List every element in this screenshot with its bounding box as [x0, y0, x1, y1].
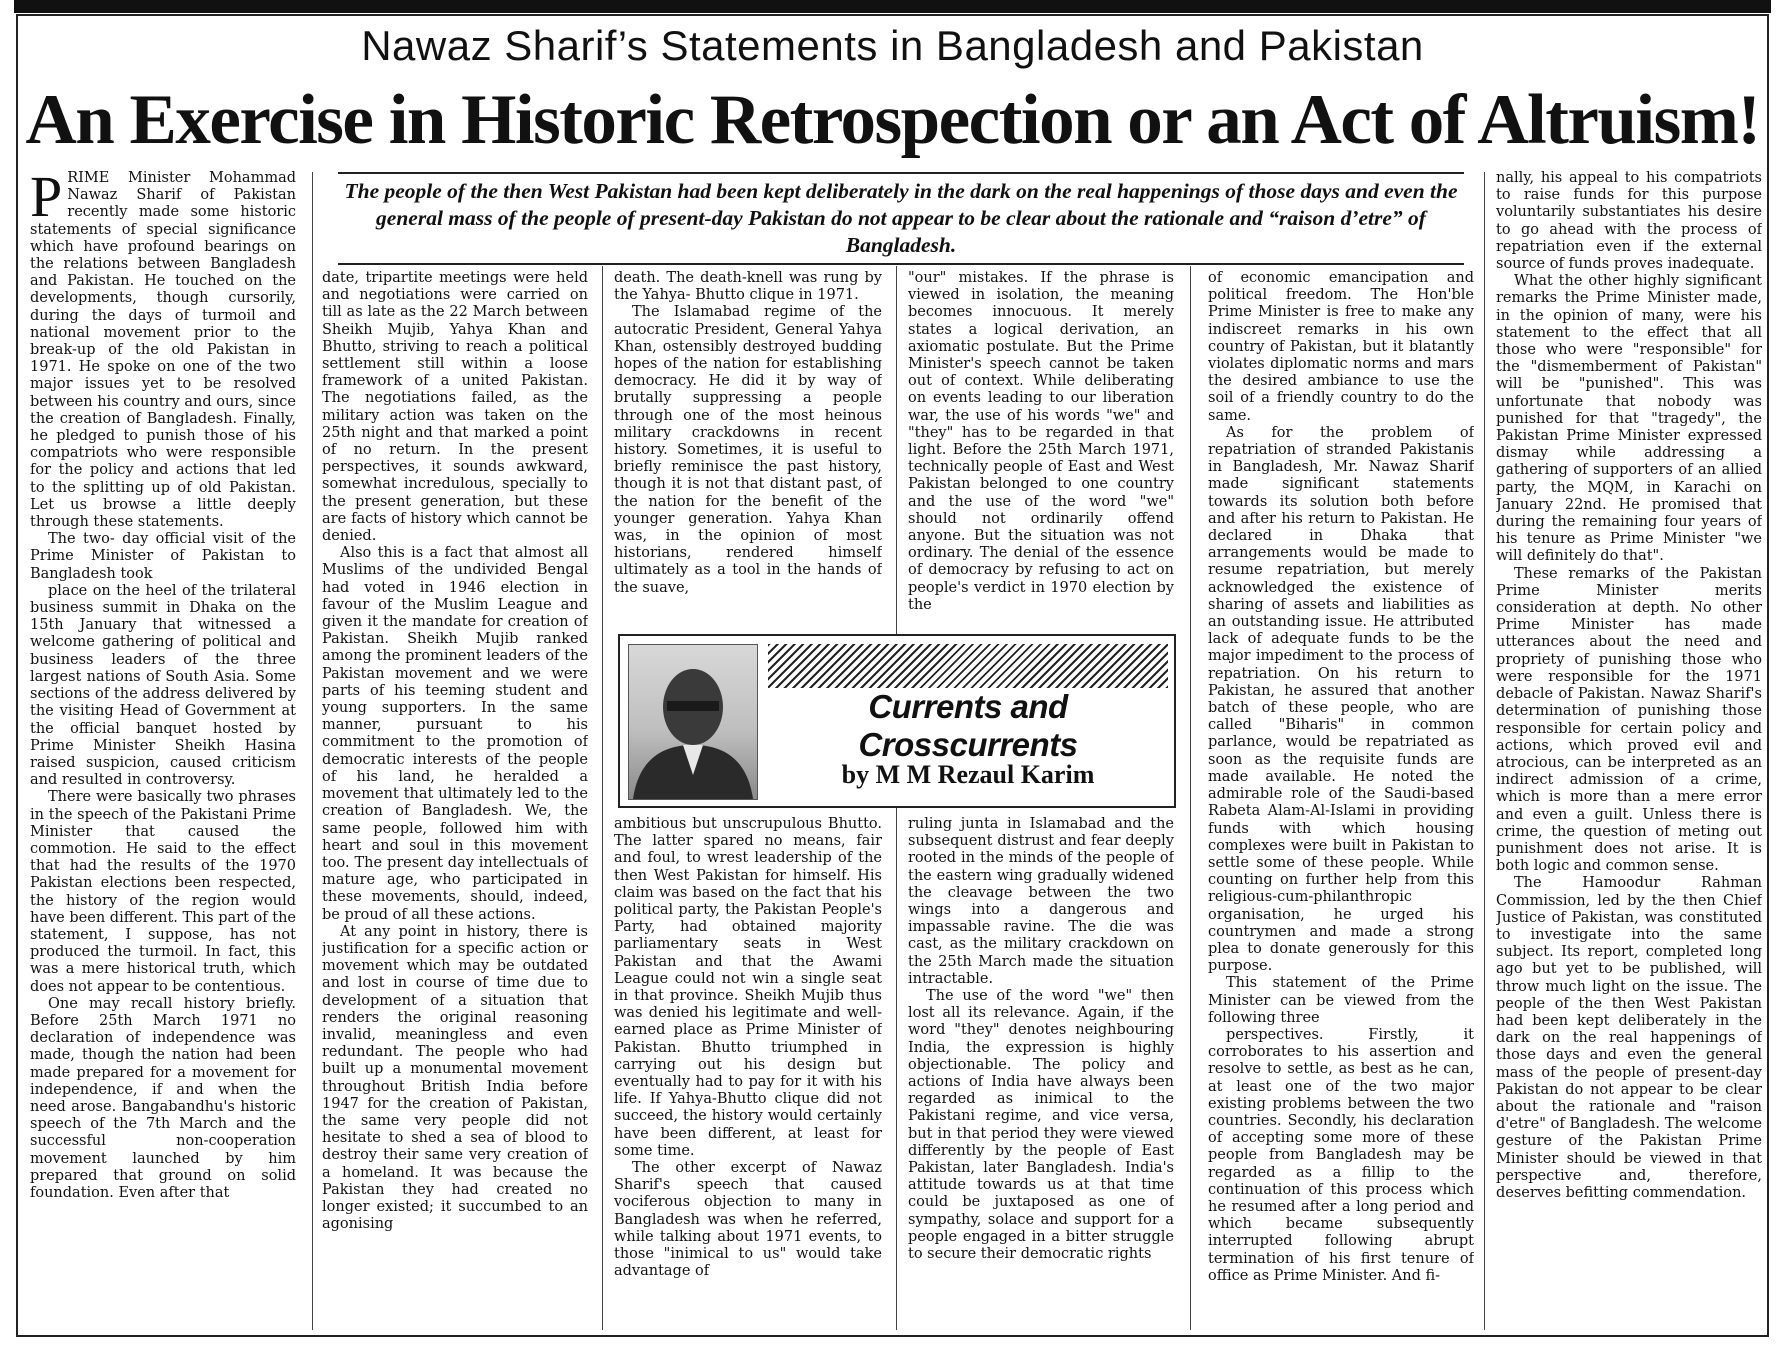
portrait-silhouette	[629, 645, 757, 799]
paragraph: of economic emancipation and political freedom. The Hon'ble Prime Minister is free to make any indiscreet remarks in his own country of Pakistan, but it blatantly violates diplomatic norms and mars the desired ambiance to use the soil of a friendly country to do the same.	[1208, 270, 1474, 424]
paragraph: perspectives. Firstly, it corroborates to his assertion and resolve to settle, as best as he can, at least one of the two major existing problems between the two countries. Secondly, his declaration of accepting some more of these people from Bangladesh may be regarded as a fillip to the continuation of this process which he resumed after a long period and which became subsequently interrupted following abrupt termination of his first tenure of office as Prime Minister. And fi-	[1208, 1026, 1474, 1284]
column-rule	[312, 172, 313, 1330]
paragraph: ambitious but unscrupulous Bhutto. The latter spared no means, fair and foul, to wrest leadership of the then West Pakistan for himself. His claim was based on the fact that his political party, the Pakistan People's Party, had obtained majority parliamentary seats in West Pakistan and that the Awami League could not win a single seat in that province. Sheikh Mujib thus was denied his legitimate and well-earned place as Prime Minister of Pakistan. Bhutto triumphed in carrying out his design but eventually had to pay for it with his life. If Yahya-Bhutto clique did not succeed, the history would certainly have been different, at least for some time.	[614, 816, 882, 1159]
top-rule	[14, 0, 1771, 13]
paragraph: What the other highly significant remarks the Prime Minister made, in the opinion of many, were his statement to the effect that all those who were "responsible" for the "dismemberment of Pakistan" will be "punished". This was unfortunate that nobody was punished for that "tragedy", the Pakistan Prime Minister expressed dismay while addressing a gathering of supporters of an allied party, the MQM, in Karachi on January 22nd. He promised that during the remaining four years of his tenure as Prime Minister "we will definitely do that".	[1496, 273, 1762, 565]
hatch-banner	[768, 644, 1168, 688]
paragraph: Also this is a fact that almost all Muslims of the undivided Bengal had voted in 1946 election in favour of the Muslim League and given it the mandate for creation of Pakistan. Sheikh Mujib ranked among the prominent leaders of the Pakistan movement and we were parts of his teeming student and young supporters. In the same manner, pursuant to his commitment to the promotion of democratic interests of the people of his land, he heralded a movement that ultimately led to the creation of Bangladesh. We, the same people, followed him with heart and soul in this movement too. The present day intellectuals of mature age, who participated in these movements, should, indeed, be proud of all these actions.	[322, 545, 588, 923]
paragraph: "our" mistakes. If the phrase is viewed in isolation, the meaning becomes innocuous. It merely states a logical derivation, an axiomatic postulate. But the Prime Minister's speech cannot be taken out of context. While deliberating on events leading to our liberation war, the use of his words "we" and "they" has to be regarded in that light. Before the 25th March 1971, technically people of East and West Pakistan belonged to one country and the use of the word "we" should not ordinarily offend anyone. But the situation was not ordinary. The denial of the essence of democracy by refusing to act on people's verdict in 1970 election by the	[908, 270, 1174, 613]
paragraph-text: RIME Minister Mohammad Nawaz Sharif of Pakistan recently made some historic statements of special significance which have profound bearings on the relations between Bangladesh and Pakistan. He touched on the developments, though cursorily, during the days of turmoil and national movement prior to the break-up of the old Pakistan in 1971. He spoke on one of the two major issues yet to be resolved between his country and ours, since the creation of Bangladesh. Finally, he pledged to punish those of his compatriots who were responsible for the policy and actions that led to the splitting up of old Pakistan. Let us browse a little deeply through these statements.	[30, 170, 296, 531]
paragraph: ruling junta in Islamabad and the subsequent distrust and fear deeply rooted in the minds of the people of the eastern wing gradually widened the cleavage between the two wings into a dangerous and impassable ravine. The die was cast, as the military crackdown on the 25th March made the situation intractable.	[908, 816, 1174, 987]
paragraph: At any point in history, there is justification for a specific action or movement which may be outdated and lost in course of time due to development of a situation that renders the original reasoning invalid, meaningless and even redundant. The people who had built up a monumental movement throughout British India before 1947 for the creation of Pakistan, the same very people did not hesitate to shed a sea of blood to destroy their same very creation of a homeland. It was because the Pakistan they had created no longer existed; it succumbed to an agonising	[322, 923, 588, 1233]
paragraph: This statement of the Prime Minister can be viewed from the following three	[1208, 975, 1474, 1026]
column-3-top	[614, 270, 882, 626]
column-1	[30, 170, 296, 1332]
paragraph: place on the heel of the trilateral business summit in Dhaka on the 15th January that witnessed a welcome gathering of political and business leaders of the three largest nations of South Asia. Some sections of the address delivered by the visiting Head of Government at the official banquet hosted by Prime Minister Sheikh Hasina raised suspicion, caused criticism and resulted in controversy.	[30, 582, 296, 789]
bottom-rule	[16, 1335, 1769, 1337]
paragraph: The Hamoodur Rahman Commission, led by the then Chief Justice of Pakistan, was constituted to investigate into the same subject. Its report, completed long ago but yet to be published, will throw much light on the issue. The people of the then West Pakistan had been kept deliberately in the dark on the real happenings of those days and even the general mass of the people of present-day Pakistan do not appear to be clear about the rationale and "raison d'etre" of Bangladesh. The welcome gesture of the Pakistan Prime Minister should be viewed in that perspective and, therefore, deserves befitting commendation.	[1496, 875, 1762, 1201]
drop-cap: P	[30, 170, 63, 229]
paragraph: These remarks of the Pakistan Prime Minister merits consideration at depth. No other Prime Minister has made utterances about the need and propriety of punishing those who were responsible for the 1971 debacle of Pakistan. Nawaz Sharif's determination of punishing those responsible for certain policy and actions, which proved evil and atrocious, can be interpreted as an indirect admission of a crime, which is more than a mere error and even a guilt. Unless there is crime, the question of meting out punishment does not arise. It is both logic and common sense.	[1496, 565, 1762, 875]
kicker: Nawaz Sharif’s Statements in Bangladesh and Pakistan	[361, 22, 1424, 69]
column-5	[1208, 270, 1474, 1332]
column-2	[322, 270, 588, 1332]
paragraph: date, tripartite meetings were held and negotiations were carried on till as late as the 22 March between Sheikh Mujib, Yahya Khan and Bhutto, striving to reach a political settlement still within a loose framework of a united Pakistan. The negotiations failed, as the military action was taken on the 25th night and that marked a point of no return. In the present perspectives, it sounds awkward, somewhat incredulous, specially to the present generation, but these are facts of history which cannot be denied.	[322, 270, 588, 545]
column-6	[1496, 170, 1762, 1332]
paragraph: The Islamabad regime of the autocratic President, General Yahya Khan, ostensibly destroyed budding hopes of the nation for establishing democracy. He did it by way of brutally suppressing a people through one of the most heinous military crackdowns in recent history. Sometimes, it is useful to briefly reminisce the past history, though it is not that distant past, of the nation for the benefit of the younger generation. Yahya Khan was, in the opinion of most historians, rendered himself ultimately as a tool in the hands of the suave,	[614, 304, 882, 596]
byline: by M M Rezaul Karim	[841, 760, 1095, 789]
column-title: Currents and Crosscurrents	[858, 688, 1078, 763]
paragraph: There were basically two phrases in the speech of the Pakistani Prime Minister that caused the commotion. He said to the effect that had the results of the 1970 Pakistan elections been respected, the history of the region would have been different. This part of the statement, I suppose, has not produced the turmoil. In fact, this was a mere historical truth, which does not appear to be contentious.	[30, 789, 296, 995]
headline: An Exercise in Historic Retrospection or an Act of Altruism!	[25, 81, 1760, 159]
paragraph: The use of the word "we" then lost all its relevance. Again, if the word "they" denotes neighbouring India, the expression is highly objectionable. The policy and actions of India have always been regarded as inimical to the Pakistani regime, and vice versa, but in that period they were viewed differently by the people of East Pakistan, later Bangladesh. India's attitude towards us at that time could be juxtaposed as one of sympathy, solace and support for a people engaged in a bitter struggle to secure their democratic rights	[908, 988, 1174, 1263]
column-rule	[1190, 266, 1191, 1330]
column-rule	[602, 266, 603, 1330]
paragraph: The other excerpt of Nawaz Sharif's speech that caused vociferous objection to many in Bangladesh was when he referred, while talking about 1971 events, to those "inimical to us" would take advantage of	[614, 1160, 882, 1280]
column-4-top	[908, 270, 1174, 626]
column-4-bottom	[908, 816, 1174, 1332]
paragraph: One may recall history briefly. Before 25th March 1971 no declaration of independence was made, though the nation had been made prepared for a movement for independence, if and when the need arose. Bangabandhu's historic speech of the 7th March and the successful non-cooperation movement launched by him prepared that ground on solid foundation. Even after that	[30, 995, 296, 1201]
column-3-bottom	[614, 816, 882, 1332]
paragraph: As for the problem of repatriation of stranded Pakistanis in Bangladesh, Mr. Nawaz Sharif made significant statements towards its solution both before and after his return to Pakistan. He declared in Dhaka that arrangements would be made to resume repatriation, but merely acknowledged the existence of sharing of assets and liabilities as an outstanding issue. He attributed lack of adequate funds to be the major impediment to the process of repatriation. On his return to Pakistan, he assured that another batch of these people, who are called "Biharis" in common parlance, would be repatriated as soon as the requisite funds are made available. He noted the admirable role of the Saudi-based Rabeta Alam-Al-Islami in providing funds with which housing complexes were built in Pakistan to settle some of these people. While counting on further help from this religious-cum-philanthropic organisation, he urged his countrymen and made a strong plea to donate generously for this purpose.	[1208, 424, 1474, 975]
paragraph: nally, his appeal to his compatriots to raise funds for this purpose voluntarily substantiates his desire to go ahead with the process of repatriation even if the external source of funds proves inadequate.	[1496, 170, 1762, 273]
column-rule	[1484, 172, 1485, 1330]
pull-quote: The people of the then West Pakistan had been kept deliberately in the dark on the real happenings of those days and even the general mass of the people of present-day Pakistan do not appear to be clear about the rationale and “raison d’etre” of Bangladesh.	[338, 172, 1464, 265]
paragraph: death. The death-knell was rung by the Yahya- Bhutto clique in 1971.	[614, 270, 882, 304]
paragraph: The two- day official visit of the Prime Minister of Pakistan to Bangladesh took	[30, 531, 296, 582]
author-portrait-icon	[628, 644, 758, 800]
column-box	[618, 634, 1176, 808]
paragraph	[30, 170, 296, 531]
